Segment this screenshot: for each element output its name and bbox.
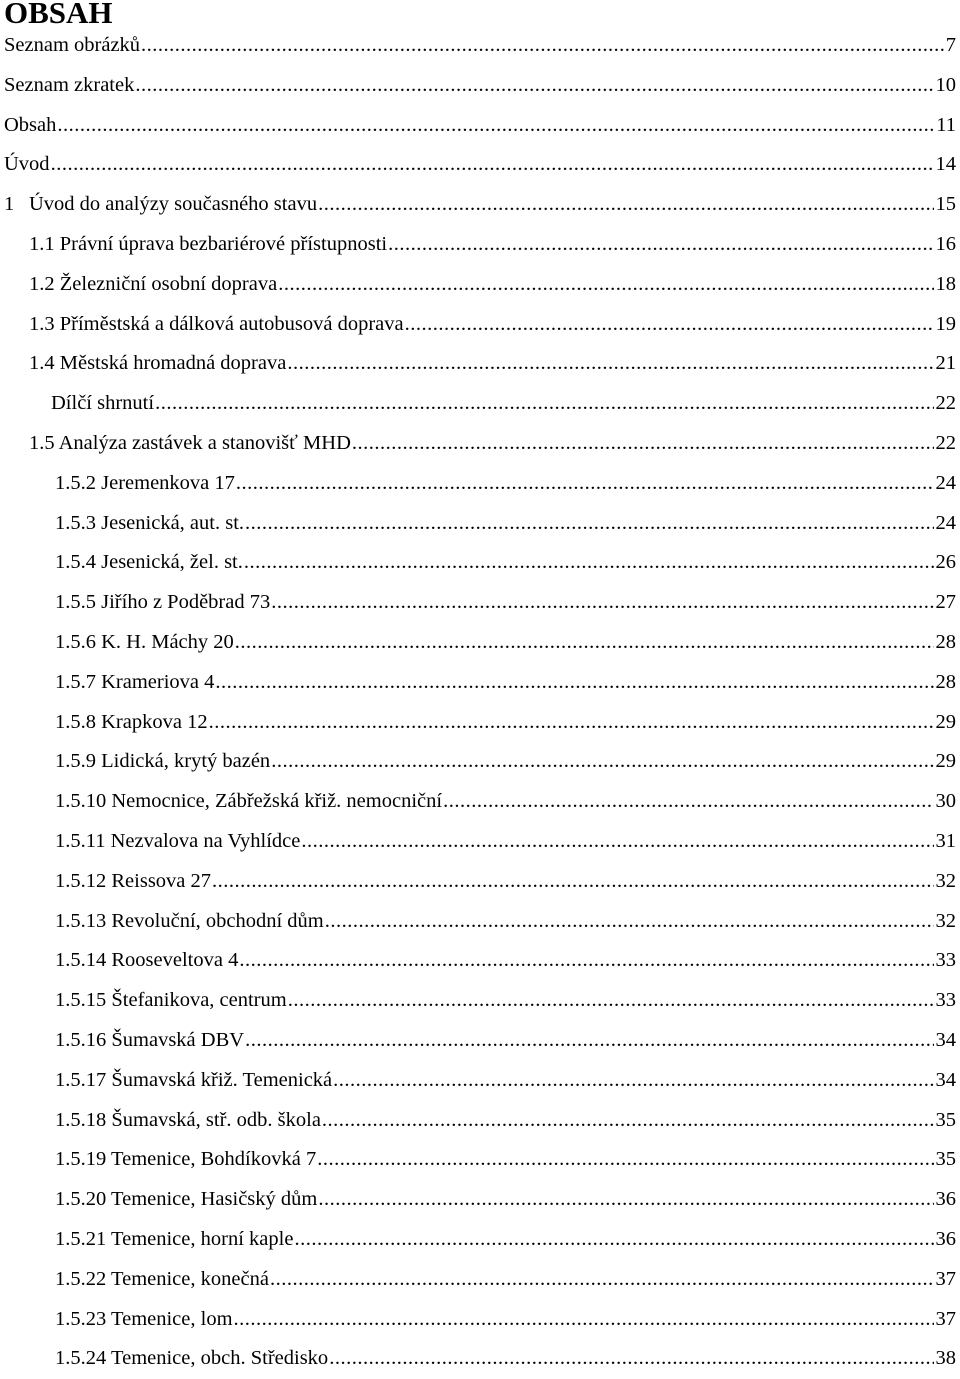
dot-leader <box>288 981 934 1021</box>
toc-entry[interactable] <box>0 145 956 185</box>
toc-entry[interactable] <box>0 782 956 822</box>
toc-entry-label: 1.5.8 Krapkova 12 <box>55 710 208 733</box>
toc-entry-label: 1.5.10 Nemocnice, Zábřežská křiž. nemocniční <box>55 790 443 813</box>
toc-entry-page-number: 27 <box>935 591 956 614</box>
table-of-contents <box>0 26 956 1379</box>
toc-entry[interactable] <box>0 663 956 703</box>
dot-leader <box>245 1021 933 1061</box>
toc-entry-label: 1.5.7 Krameriova 4 <box>55 670 215 693</box>
toc-entry-page-number: 33 <box>935 949 956 972</box>
toc-entry[interactable] <box>0 543 956 583</box>
toc-entry-page-number: 18 <box>935 272 956 295</box>
toc-entry-label: 1.5.12 Reissova 27 <box>55 869 212 892</box>
dot-leader <box>443 782 933 822</box>
dot-leader <box>155 384 933 424</box>
dot-leader <box>318 185 933 225</box>
toc-entry-page-number: 36 <box>935 1188 956 1211</box>
toc-entry[interactable] <box>0 1140 956 1180</box>
dot-leader <box>209 703 934 743</box>
dot-leader <box>352 424 934 464</box>
toc-entry-label: Úvod do analýzy současného stavu <box>29 193 318 216</box>
toc-entry-label: 1.5.15 Štefanikova, centrum <box>55 989 287 1012</box>
toc-entry-page-number: 30 <box>935 790 956 813</box>
toc-entry-page-number: 29 <box>935 750 956 773</box>
dot-leader <box>236 464 934 504</box>
toc-entry-label: Seznam obrázků <box>4 34 141 56</box>
toc-entry-label: 1.5.19 Temenice, Bohdíkovká 7 <box>55 1148 317 1171</box>
toc-entry-page-number: 15 <box>935 193 956 216</box>
toc-entry-label: 1.5.20 Temenice, Hasičský dům <box>55 1188 318 1211</box>
toc-entry-label: Obsah <box>4 113 57 136</box>
toc-entry-page-number: 35 <box>935 1108 956 1131</box>
toc-entry-page-number: 31 <box>935 829 956 852</box>
toc-entry-label: 1.5 Analýza zastávek a stanovišť MHD <box>29 431 351 454</box>
dot-leader <box>271 742 933 782</box>
toc-entry[interactable] <box>0 265 956 305</box>
toc-entry-label: 1.5.13 Revoluční, obchodní dům <box>55 909 324 932</box>
dot-leader <box>329 1339 933 1379</box>
toc-entry-label: 1.5.11 Nezvalova na Vyhlídce <box>55 829 301 852</box>
toc-entry-label: Seznam zkratek <box>4 73 135 96</box>
toc-entry[interactable] <box>0 1220 956 1260</box>
toc-entry-page-number: 24 <box>935 511 956 534</box>
dot-leader <box>318 1180 933 1220</box>
toc-entry-label: 1.5.21 Temenice, horní kaple <box>55 1227 294 1250</box>
dot-leader <box>325 902 934 942</box>
toc-entry[interactable] <box>0 1339 956 1379</box>
toc-entry-page-number: 19 <box>935 312 956 335</box>
toc-entry[interactable] <box>0 623 956 663</box>
toc-entry-page-number: 32 <box>935 869 956 892</box>
toc-entry-label: Úvod <box>4 153 50 176</box>
toc-entry[interactable] <box>0 822 956 862</box>
toc-entry[interactable] <box>0 1101 956 1141</box>
toc-entry[interactable] <box>0 902 956 942</box>
dot-leader <box>234 1300 934 1340</box>
toc-entry[interactable] <box>0 742 956 782</box>
toc-entry-page-number: 38 <box>935 1347 956 1370</box>
toc-entry-page-number: 22 <box>935 392 956 415</box>
dot-leader <box>57 106 934 146</box>
dot-leader <box>301 822 933 862</box>
dot-leader <box>278 265 933 305</box>
toc-entry[interactable] <box>0 862 956 902</box>
toc-entry-label: 1.5.17 Šumavská křiž. Temenická <box>55 1068 333 1091</box>
toc-entry-label: 1.5.6 K. H. Máchy 20 <box>55 630 234 653</box>
toc-entry-page-number: 34 <box>935 1028 956 1051</box>
toc-entry-page-number: 37 <box>935 1307 956 1330</box>
dot-leader <box>388 225 933 265</box>
dot-leader <box>215 663 933 703</box>
toc-entry[interactable] <box>0 225 956 265</box>
toc-entry[interactable] <box>0 424 956 464</box>
toc-entry-page-number: 34 <box>935 1068 956 1091</box>
dot-leader <box>239 941 933 981</box>
toc-entry-page-number: 16 <box>935 232 956 255</box>
dot-leader <box>287 344 933 384</box>
dot-leader <box>141 26 944 66</box>
toc-entry[interactable] <box>0 981 956 1021</box>
toc-entry[interactable] <box>0 1260 956 1300</box>
toc-entry-label: 1.5.14 Rooseveltova 4 <box>55 949 239 972</box>
toc-entry-page-number: 36 <box>935 1227 956 1250</box>
toc-entry-page-number: 28 <box>935 630 956 653</box>
toc-entry-page-number: 35 <box>935 1148 956 1171</box>
toc-entry[interactable] <box>0 1061 956 1101</box>
toc-entry-label: 1.5.4 Jesenická, žel. st. <box>55 551 243 574</box>
dot-leader <box>271 583 933 623</box>
toc-entry[interactable] <box>0 66 956 106</box>
toc-entry-label: 1.5.24 Temenice, obch. Středisko <box>55 1347 329 1370</box>
dot-leader <box>294 1220 933 1260</box>
toc-entry[interactable] <box>0 941 956 981</box>
dot-leader <box>333 1061 933 1101</box>
dot-leader <box>322 1101 934 1141</box>
toc-entry-label: 1.5.23 Temenice, lom <box>55 1307 233 1330</box>
dot-leader <box>405 305 934 345</box>
dot-leader <box>244 543 934 583</box>
dot-leader <box>235 623 934 663</box>
toc-entry-page-number: 22 <box>935 431 956 454</box>
toc-entry[interactable] <box>0 464 956 504</box>
dot-leader <box>270 1260 934 1300</box>
toc-entry-label: 1.4 Městská hromadná doprava <box>29 352 287 375</box>
toc-entry-page-number: 37 <box>935 1267 956 1290</box>
toc-entry-page-number: 14 <box>935 153 956 176</box>
toc-entry-label: 1.3 Příměstská a dálková autobusová doprava <box>29 312 404 335</box>
toc-entry[interactable] <box>0 1021 956 1061</box>
toc-entry[interactable] <box>0 583 956 623</box>
toc-entry[interactable] <box>0 1300 956 1340</box>
toc-entry[interactable] <box>0 703 956 743</box>
toc-entry-label: 1.5.2 Jeremenkova 17 <box>55 471 235 494</box>
toc-entry-label: 1.5.3 Jesenická, aut. st. <box>55 511 245 534</box>
toc-entry-page-number: 7 <box>945 34 956 56</box>
toc-entry[interactable] <box>0 344 956 384</box>
toc-entry[interactable] <box>0 305 956 345</box>
toc-entry-page-number: 10 <box>935 73 956 96</box>
page-title: OBSAH <box>4 0 113 30</box>
toc-entry-label: 1.5.9 Lidická, krytý bazén <box>55 750 271 773</box>
toc-entry-page-number: 29 <box>935 710 956 733</box>
toc-entry[interactable] <box>0 26 956 66</box>
toc-entry-page-number: 28 <box>935 670 956 693</box>
toc-entry[interactable] <box>0 1180 956 1220</box>
toc-entry[interactable] <box>0 185 956 225</box>
toc-entry-page-number: 33 <box>935 989 956 1012</box>
toc-entry-page-number: 32 <box>935 909 956 932</box>
toc-entry-page-number: 21 <box>935 352 956 375</box>
dot-leader <box>135 66 933 106</box>
toc-entry-page-number: 26 <box>935 551 956 574</box>
toc-entry[interactable] <box>0 384 956 424</box>
dot-leader <box>245 504 933 544</box>
dot-leader <box>51 145 934 185</box>
toc-entry-page-number: 11 <box>936 113 956 136</box>
toc-entry-label: 1.2 Železniční osobní doprava <box>29 272 278 295</box>
toc-entry-label: 1.1 Právní úprava bezbariérové přístupnosti <box>29 232 388 255</box>
dot-leader <box>317 1140 933 1180</box>
toc-entry-label: 1.5.22 Temenice, konečná <box>55 1267 269 1290</box>
toc-entry-label: 1.5.5 Jiřího z Poděbrad 73 <box>55 591 271 614</box>
toc-entry[interactable] <box>0 106 956 146</box>
toc-entry-label: Dílčí shrnutí <box>51 392 155 415</box>
toc-entry-label: 1.5.16 Šumavská DBV <box>55 1028 245 1051</box>
toc-entry-label: 1.5.18 Šumavská, stř. odb. škola <box>55 1108 321 1131</box>
toc-entry-page-number: 24 <box>935 471 956 494</box>
dot-leader <box>212 862 933 902</box>
toc-entry-number: 1 <box>4 193 15 216</box>
toc-entry[interactable] <box>0 504 956 544</box>
